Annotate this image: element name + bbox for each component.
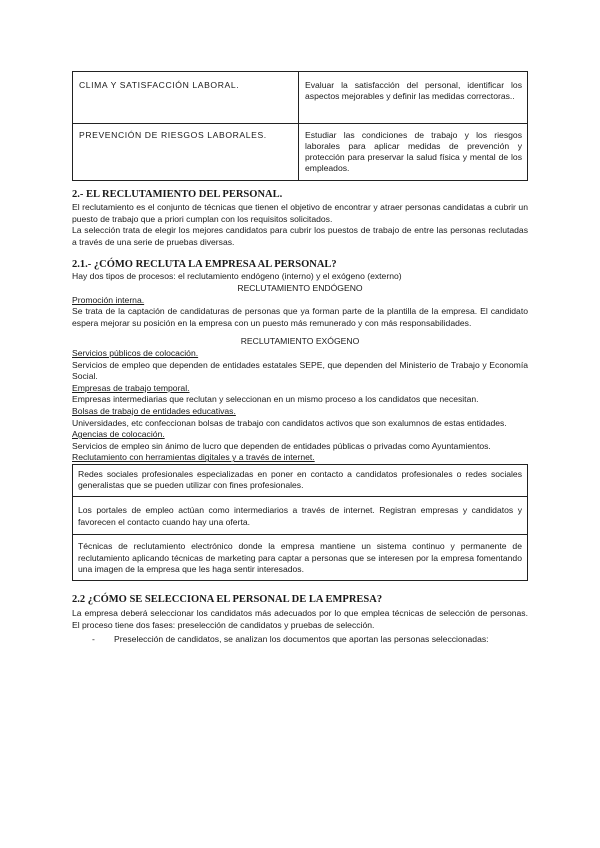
table-cell-description: Evaluar la satisfacción del personal, identificar los aspectos mejorables y definir las medidas correctoras.. (299, 72, 528, 124)
paragraph: La selección trata de elegir los mejores candidatos para cubrir los puestos de trabajo de entre las personas reclutadas a través de una serie de pruebas diversas. (72, 225, 528, 247)
underlined-heading: Servicios públicos de colocación. (72, 347, 199, 358)
paragraph: Hay dos tipos de procesos: el reclutamiento endógeno (interno) y el exógeno (externo) (72, 271, 402, 282)
underlined-heading: Agencias de colocación. (72, 429, 165, 440)
list-item (72, 634, 528, 646)
paragraph: Se trata de la captación de candidaturas de personas que ya forman parte de la plantilla de la empresa. El candidato espera mejorar su posición en la empresa con un puesto más remunerado y con más responsabilidades. (72, 306, 528, 328)
paragraph: Universidades, etc confeccionan bolsas de trabajo con candidatos activos que son exalumnos de estas entidades. (72, 417, 507, 428)
paragraph: Servicios de empleo sin ánimo de lucro que dependen de entidades públicas o privadas como Ayuntamientos. (72, 440, 491, 451)
table-cell: Técnicas de reclutamiento electrónico donde la empresa mantiene un sistema continuo y permanente de reclutamiento aplicando técnicas de marketing para captar a personas que se interesen por la empresa fomentando una imagen de la empresa que les haga sentir interesados. (73, 535, 528, 581)
underlined-heading: Promoción interna. (72, 294, 145, 305)
table-row (73, 72, 528, 124)
table-cell: Los portales de empleo actúan como intermediarios a través de internet. Registran empresas y candidatos y favorecen el contacto cuando hay una oferta. (73, 497, 528, 535)
table-row (73, 124, 528, 181)
section-heading: 2.2 ¿CÓMO SE SELECCIONA EL PERSONAL DE LA EMPRESA? (72, 594, 383, 606)
functions-table (72, 71, 528, 181)
table-cell-function: PREVENCIÓN DE RIESGOS LABORALES. (73, 124, 299, 181)
underlined-heading: Reclutamiento con herramientas digitales y a través de internet. (72, 452, 315, 463)
table-cell: Redes sociales profesionales especializadas en poner en contacto a candidatos profesionales o redes sociales generalistas que se pueden utilizar con fines profesionales. (73, 464, 528, 496)
section-heading: 2.- EL RECLUTAMIENTO DEL PERSONAL. (72, 189, 283, 200)
digital-recruitment-table (72, 464, 528, 581)
table-row (73, 535, 528, 581)
table-row (73, 497, 528, 535)
paragraph: Empresas intermediarias que reclutan y seleccionan en un mismo proceso a los candidatos que necesitan. (72, 394, 479, 405)
subsection-title: RECLUTAMIENTO ENDÓGENO (237, 282, 363, 293)
paragraph: Servicios de empleo que dependen de entidades estatales SEPE, que dependen del Ministerio de Trabajo y Economía Social. (72, 359, 528, 382)
document-body (72, 188, 528, 646)
paragraph: La empresa deberá seleccionar los candidatos más adecuados por lo que emplea técnicas de selección de personas. El proceso tiene dos fases: preselección de candidatos y pruebas de selección. (72, 608, 528, 630)
paragraph: El reclutamiento es el conjunto de técnicas que tienen el objetivo de encontrar y atraer personas candidatas a cubrir un puesto de trabajo que a priori cumplan con los requisitos solicitados. (72, 202, 528, 224)
list-item-text: Preselección de candidatos, se analizan los documentos que aportan las personas seleccionadas: (114, 634, 489, 645)
table-cell-function: CLIMA Y SATISFACCIÓN LABORAL. (73, 72, 299, 124)
table-cell-description: Estudiar las condiciones de trabajo y los riesgos laborales para aplicar medidas de prevención y protección para preservar la salud física y mental de los empleados. (299, 124, 528, 181)
table-row (73, 464, 528, 496)
section-heading: 2.1.- ¿CÓMO RECLUTA LA EMPRESA AL PERSONAL? (72, 259, 337, 271)
underlined-heading: Bolsas de trabajo de entidades educativas. (72, 405, 236, 416)
underlined-heading: Empresas de trabajo temporal. (72, 382, 190, 393)
bullet-dash: - (92, 634, 95, 645)
subsection-title: RECLUTAMIENTO EXÓGENO (240, 336, 360, 347)
